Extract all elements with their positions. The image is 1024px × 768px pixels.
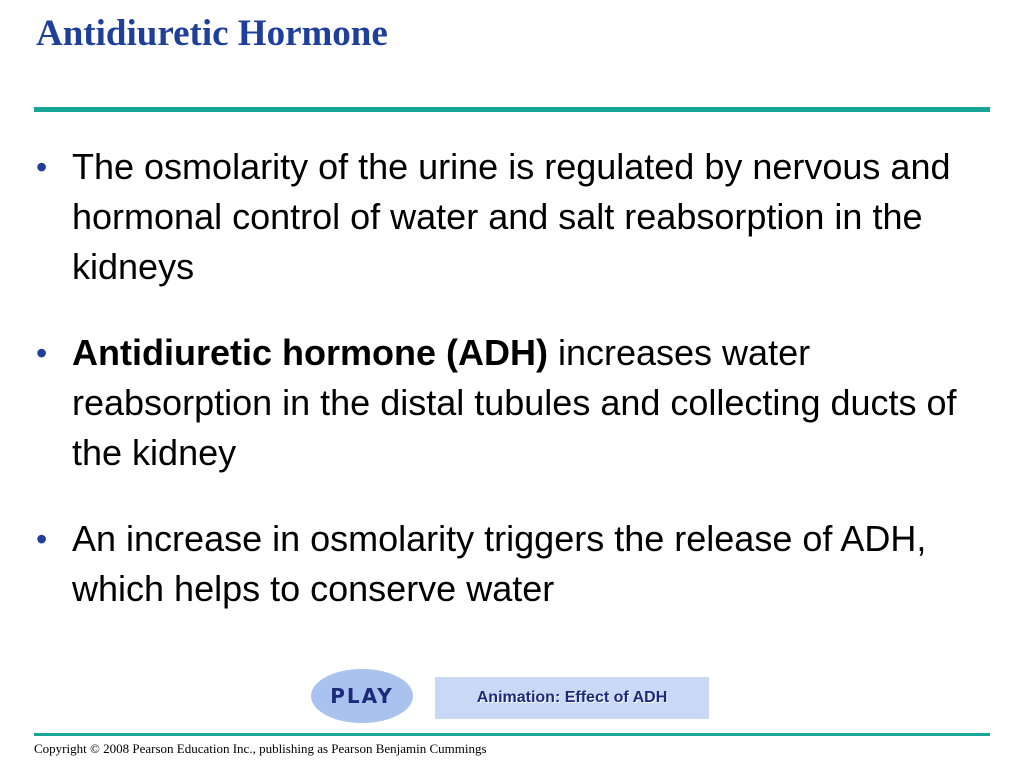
bullet-item <box>30 328 980 478</box>
slide-title: Antidiuretic Hormone <box>36 13 388 54</box>
play-button-label: PLAY <box>330 684 394 708</box>
footer-divider <box>34 733 990 736</box>
bullet-text: An increase in osmolarity triggers the release of ADH, which helps to conserve water <box>72 518 927 609</box>
play-button[interactable] <box>311 669 413 723</box>
animation-link-label: Animation: Effect of ADH <box>476 689 668 706</box>
title-divider <box>34 107 990 112</box>
copyright-text: Copyright © 2008 Pearson Education Inc., publishing as Pearson Benjamin Cummings <box>34 741 487 756</box>
bullet-dot-icon: • <box>36 335 48 371</box>
bullet-list <box>30 142 980 650</box>
bullet-bold-term: Antidiuretic hormone (ADH) <box>72 332 548 373</box>
bullet-item <box>30 142 980 292</box>
bullet-dot-icon: • <box>36 521 48 557</box>
bullet-text: increases water reabsorption in the distal tubules and collecting ducts of the kidney <box>72 332 957 473</box>
bullet-dot-icon: • <box>36 149 48 185</box>
animation-link[interactable] <box>435 677 709 719</box>
bullet-text: The osmolarity of the urine is regulated by nervous and hormonal control of water and salt reabsorption in the kidneys <box>72 146 951 287</box>
bullet-item <box>30 514 980 614</box>
